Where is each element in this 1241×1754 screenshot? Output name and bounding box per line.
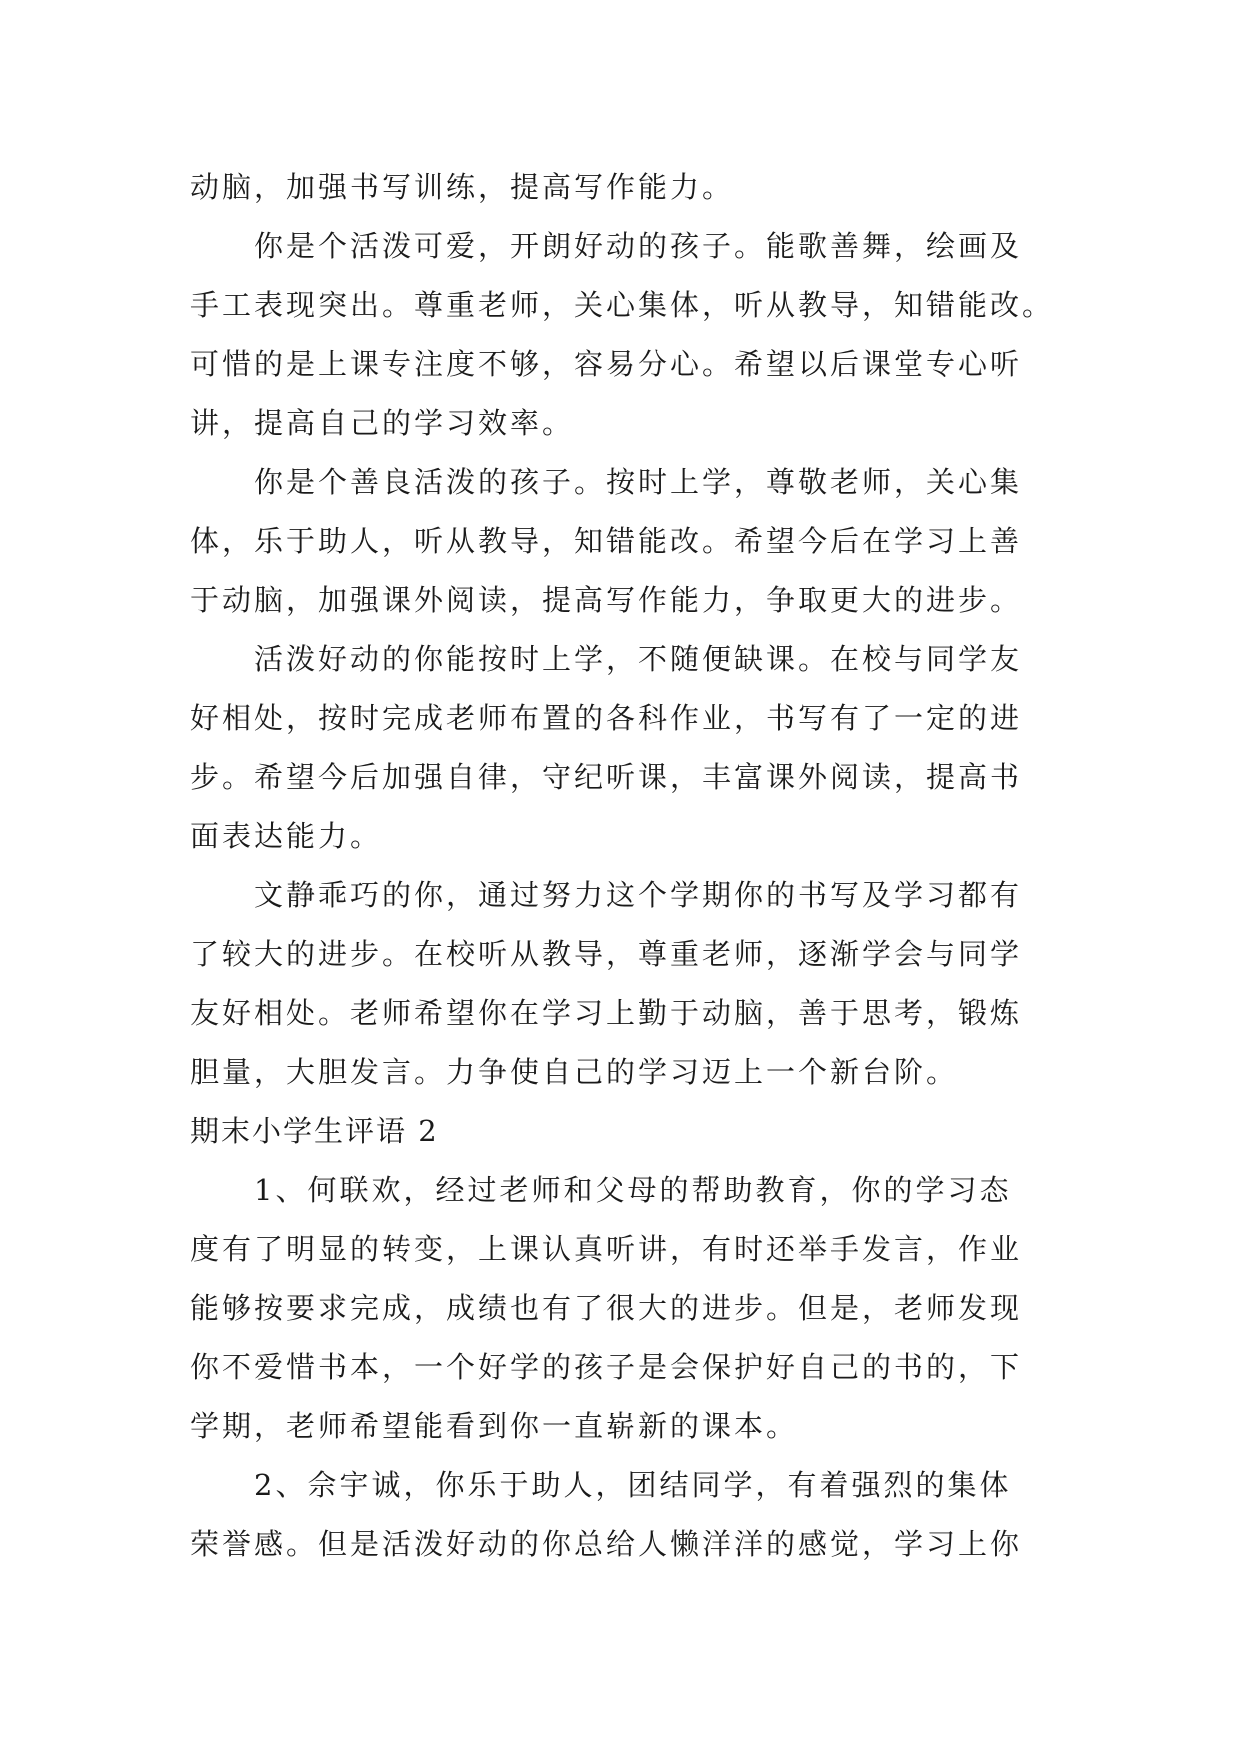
text-line: 1、何联欢，经过老师和父母的帮助教育，你的学习态 (254, 1173, 1012, 1207)
section-heading: 期末小学生评语 2 (190, 1114, 439, 1148)
text-line: 你不爱惜书本，一个好学的孩子是会保护好自己的书的，下 (190, 1350, 1023, 1384)
text-line: 你是个善良活泼的孩子。按时上学，尊敬老师，关心集 (254, 465, 1023, 499)
text-line: 体，乐于助人，听从教导，知错能改。希望今后在学习上善 (190, 524, 1023, 558)
text-line: 了较大的进步。在校听从教导，尊重老师，逐渐学会与同学 (190, 937, 1023, 971)
text-line: 荣誉感。但是活泼好动的你总给人懒洋洋的感觉，学习上你 (190, 1527, 1023, 1561)
text-line: 你是个活泼可爱，开朗好动的孩子。能歌善舞，绘画及 (254, 229, 1023, 263)
text-line: 好相处，按时完成老师布置的各科作业，书写有了一定的进 (190, 701, 1023, 735)
text-line: 动脑，加强书写训练，提高写作能力。 (190, 170, 735, 204)
text-line: 2、佘宇诚，你乐于助人，团结同学，有着强烈的集体 (254, 1468, 1012, 1502)
text-line: 友好相处。老师希望你在学习上勤于动脑，善于思考，锻炼 (190, 996, 1023, 1030)
text-line: 胆量，大胆发言。力争使自己的学习迈上一个新台阶。 (190, 1055, 959, 1089)
text-line: 活泼好动的你能按时上学，不随便缺课。在校与同学友 (254, 642, 1023, 676)
text-line: 度有了明显的转变，上课认真听讲，有时还举手发言，作业 (190, 1232, 1023, 1266)
text-line: 能够按要求完成，成绩也有了很大的进步。但是，老师发现 (190, 1291, 1023, 1325)
text-line: 讲，提高自己的学习效率。 (190, 406, 575, 440)
document-body (190, 158, 1060, 1574)
text-line: 学期，老师希望能看到你一直崭新的课本。 (190, 1409, 799, 1443)
text-line: 手工表现突出。尊重老师，关心集体，听从教导，知错能改。 (190, 288, 1055, 322)
text-line: 于动脑，加强课外阅读，提高写作能力，争取更大的进步。 (190, 583, 1023, 617)
text-line: 面表达能力。 (190, 819, 383, 853)
text-line: 步。希望今后加强自律，守纪听课，丰富课外阅读，提高书 (190, 760, 1023, 794)
text-line: 文静乖巧的你，通过努力这个学期你的书写及学习都有 (254, 878, 1023, 912)
text-line: 可惜的是上课专注度不够，容易分心。希望以后课堂专心听 (190, 347, 1023, 381)
